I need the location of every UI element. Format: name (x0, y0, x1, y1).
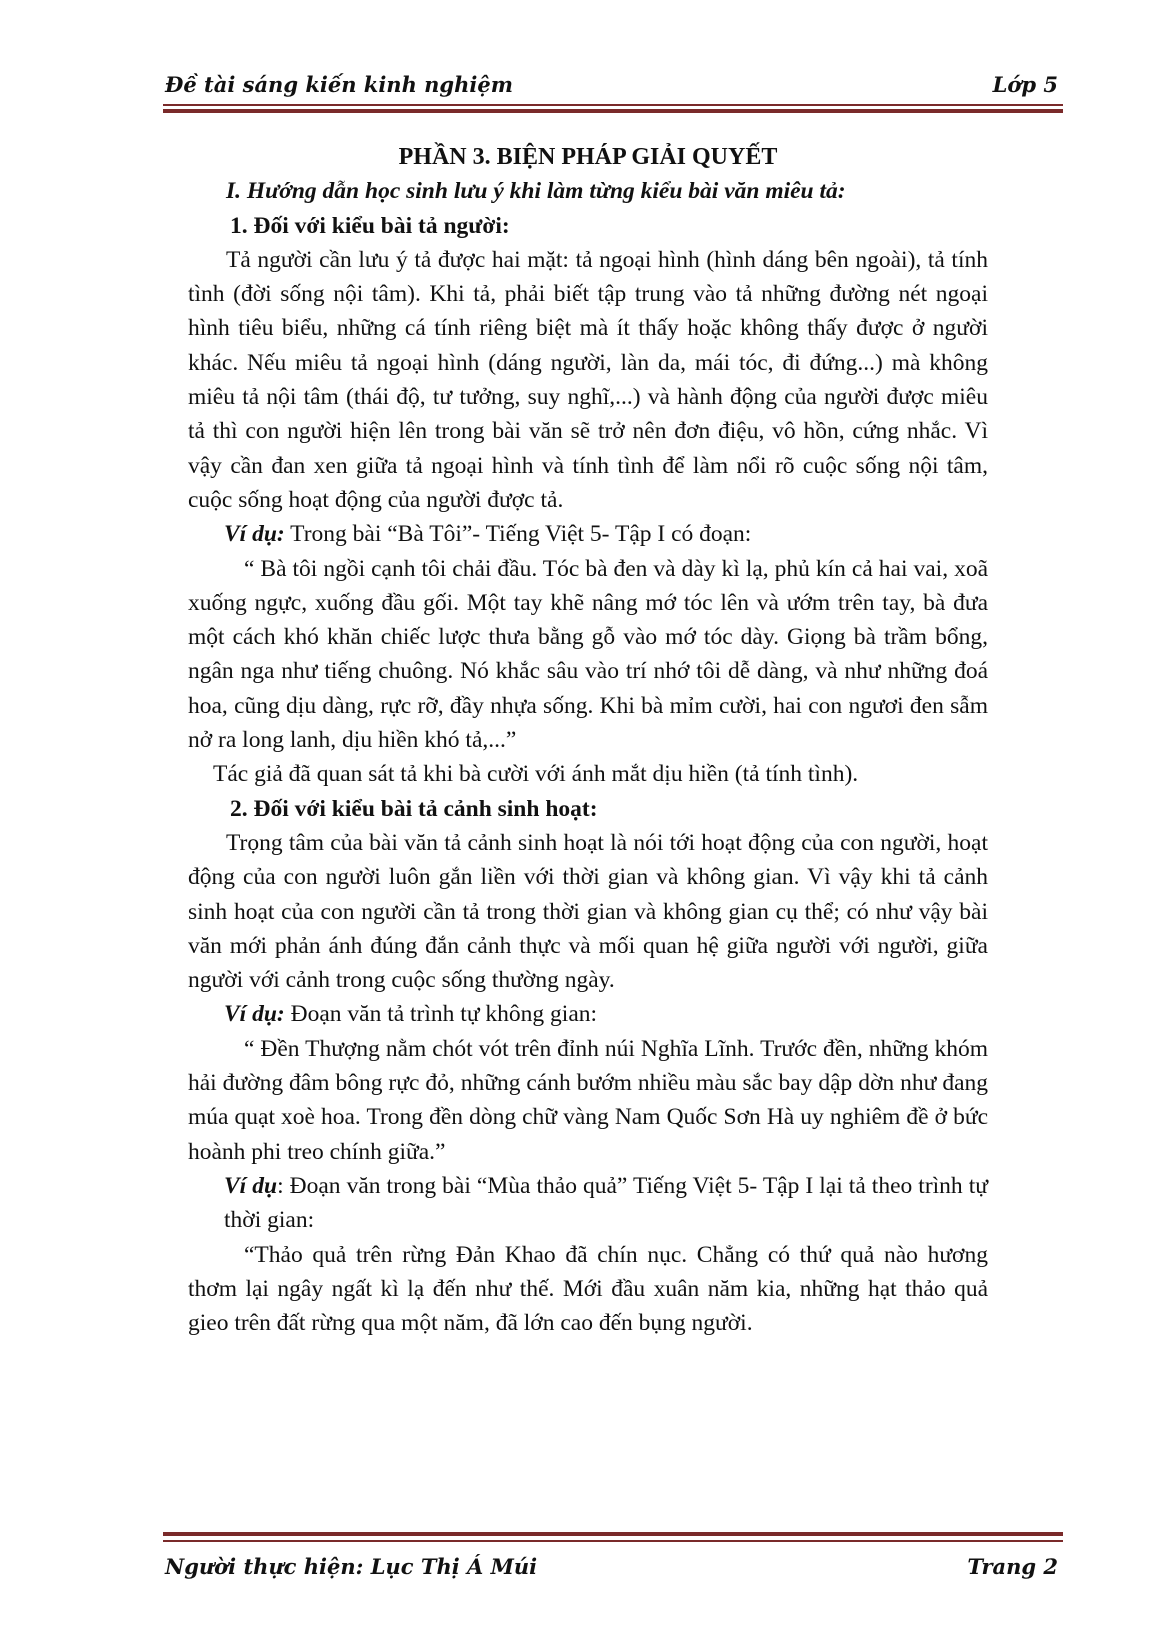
document-body (188, 140, 988, 1340)
header-title: Đề tài sáng kiến kinh nghiệm (165, 72, 513, 97)
example-3-label: Ví dụ (224, 1172, 278, 1199)
header-grade: Lớp 5 (992, 72, 1058, 97)
example-2 (188, 997, 988, 1031)
quote-2: “ Đền Thượng nằm chót vót trên đỉnh núi Nghĩa Lĩnh. Trước đền, những khóm hải đường đâm bông rực đỏ, những cánh bướm nhiều màu sắc bay dập dờn như đang múa quạt xoè hoa. Trong đền dòng chữ vàng Nam Quốc Sơn Hà uy nghiêm đề ở bức hoành phi treo chính giữa.” (188, 1035, 988, 1165)
example-3 (188, 1169, 988, 1238)
quote-3: “Thảo quả trên rừng Đản Khao đã chín nục. Chẳng có thứ quả nào hương thơm lại ngây ngất kì lạ đến như thế. Mới đầu xuân năm kia, những hạt thảo quả gieo trên đất rừng qua một năm, đã lớn cao đến bụng người. (188, 1241, 988, 1337)
section-1-heading: 1. Đối với kiểu bài tả người: (230, 212, 510, 239)
header-rule-thick (163, 109, 1063, 113)
page-title: PHẦN 3. BIỆN PHÁP GIẢI QUYẾT (398, 144, 778, 170)
example-1-label: Ví dụ: (224, 521, 285, 548)
example-1 (188, 517, 988, 551)
note-1: Tác giả đã quan sát tả khi bà cười với ánh mắt dịu hiền (tả tính tình). (213, 761, 859, 788)
footer-author: Người thực hiện: Lục Thị Á Múi (165, 1554, 538, 1579)
footer-page-number: Trang 2 (967, 1554, 1058, 1579)
footer-rule-thin (163, 1540, 1063, 1542)
example-2-text: Đoạn văn tả trình tự không gian: (284, 1001, 598, 1028)
header-rule-thin (163, 104, 1063, 106)
section-2-paragraph: Trọng tâm của bài văn tả cảnh sinh hoạt là nói tới hoạt động của con người, hoạt động của con người luôn gắn liền với thời gian và không gian. Vì vậy khi tả cảnh sinh hoạt của con người cần tả trong thời gian và không gian cụ thể; có như vậy bài văn mới phản ánh đúng đắn cảnh thực và mối quan hệ giữa người với người, giữa người với cảnh trong cuộc sống thường ngày. (188, 829, 988, 994)
example-3-text: : Đoạn văn trong bài “Mùa thảo quả” Tiếng Việt 5- Tập I lại tả theo trình tự thời gian: (224, 1172, 988, 1234)
quote-1: “ Bà tôi ngồi cạnh tôi chải đầu. Tóc bà đen và dày kì lạ, phủ kín cả hai vai, xoã xuống ngực, xuống đầu gối. Một tay khẽ nâng mớ tóc lên và ướm trên tay, bà đưa một cách khó khăn chiếc lược thưa bằng gỗ vào mớ tóc dày. Giọng bà trầm bổng, ngân nga như tiếng chuông. Nó khắc sâu vào trí nhớ tôi dễ dàng, và như những đoá hoa, cũng dịu dàng, rực rỡ, đầy nhựa sống. Khi bà mỉm cười, hai con ngươi đen sẫm nở ra long lanh, dịu hiền khó tả,...” (188, 555, 988, 754)
section-1-paragraph: Tả người cần lưu ý tả được hai mặt: tả ngoại hình (hình dáng bên ngoài), tả tính tình (đời sống nội tâm). Khi tả, phải biết tập trung vào tả những đường nét ngoại hình tiêu biểu, những cá tính riêng biệt mà ít thấy hoặc không thấy được ở người khác. Nếu miêu tả ngoại hình (dáng người, làn da, mái tóc, đi đứng...) mà không miêu tả nội tâm (thái độ, tư tưởng, suy nghĩ,...) và hành động của người được miêu tả thì con người hiện lên trong bài văn sẽ trở nên đơn điệu, vô hồn, cứng nhắc. Vì vậy cần đan xen giữa tả ngoại hình và tính tình để làm nổi rõ cuộc sống nội tâm, cuộc sống hoạt động của người được tả. (188, 246, 988, 513)
page-footer (165, 1552, 1058, 1582)
footer-rule-thick (163, 1532, 1063, 1536)
page-header (165, 70, 1058, 100)
example-1-text: Trong bài “Bà Tôi”- Tiếng Việt 5- Tập I có đoạn: (284, 521, 752, 548)
heading-main: I. Hướng dẫn học sinh lưu ý khi làm từng kiểu bài văn miêu tả: (226, 178, 846, 205)
section-2-heading: 2. Đối với kiểu bài tả cảnh sinh hoạt: (230, 795, 598, 822)
example-2-label: Ví dụ: (224, 1001, 285, 1028)
